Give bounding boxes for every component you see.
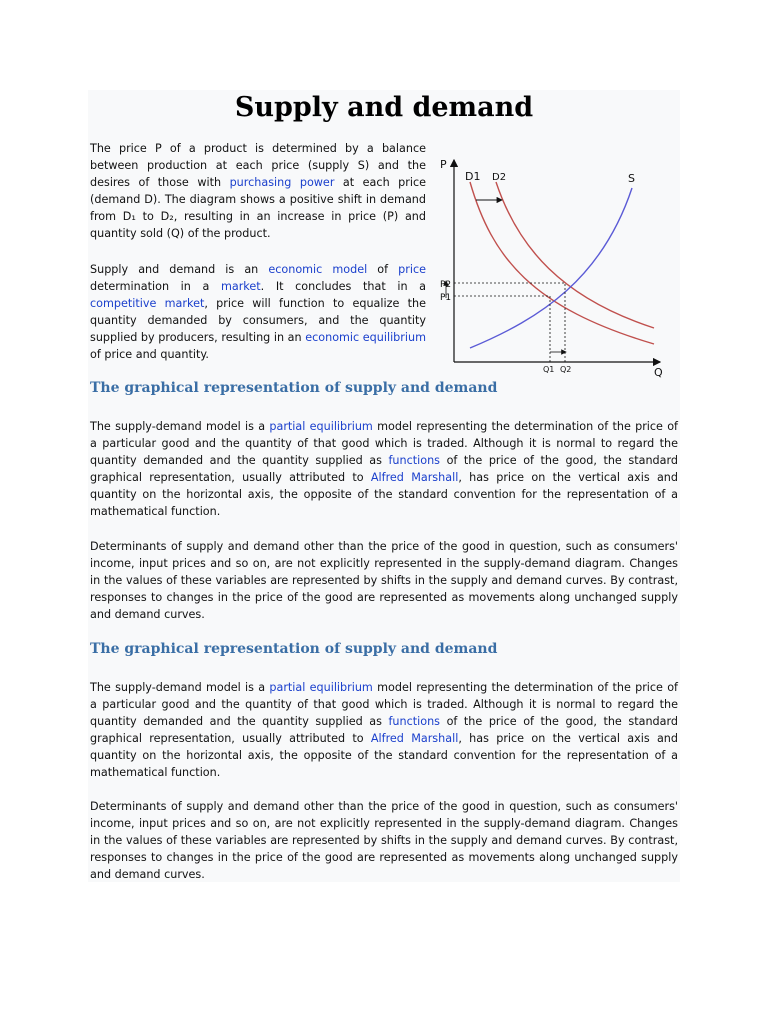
inline-link[interactable]: functions — [388, 715, 441, 728]
tick-label-q2: Q2 — [560, 365, 572, 374]
text-run: . It concludes that in a — [260, 280, 427, 293]
section-heading-2: The graphical representation of supply and demand — [90, 641, 498, 657]
section-2-paragraph-1 — [90, 679, 678, 781]
intro-paragraph-1 — [90, 140, 426, 242]
text-run: , has price on the vertical axis and quantity on the horizontal axis, the opposite of the standard convention for the representation of a mathematical function. — [90, 471, 678, 518]
equilibrium-guide-p2q2 — [454, 283, 565, 362]
text-run: of the price of the good, the standard graphical representation, usually attributed to — [90, 715, 678, 745]
inline-link[interactable]: market — [220, 280, 261, 293]
section-1-paragraph-1 — [90, 418, 678, 520]
curve-label-d1: D1 — [465, 170, 481, 183]
text-run: , price will function to equalize the quantity demanded by consumers, and the quantity supplied by producers, resulting in an — [90, 297, 426, 344]
demand-curve-d1 — [470, 182, 654, 344]
demand-curve-d2 — [496, 182, 654, 328]
section-heading-1: The graphical representation of supply and demand — [90, 380, 498, 396]
inline-link[interactable]: economic model — [268, 263, 368, 276]
curve-label-d2: D2 — [492, 172, 507, 183]
text-run: The supply-demand model is a — [90, 681, 270, 694]
text-run: at each price (demand D). The diagram shows a positive shift in demand from D₁ to D₂, resulting in an increase in price (P) and quantity sold (Q) of the product. — [90, 176, 427, 240]
inline-link[interactable]: economic equilibrium — [305, 331, 426, 344]
supply-demand-diagram — [432, 148, 680, 380]
tick-label-p2: P2 — [440, 280, 452, 290]
inline-link[interactable]: purchasing power — [229, 176, 335, 189]
text-run: model representing the determination of the price of a particular good and the quantity of that good which is traded. Although it is normal to regard the quantity demanded and the quantity supplied as — [90, 420, 678, 467]
inline-link[interactable]: partial equilibrium — [269, 681, 373, 694]
inline-link[interactable]: Alfred Marshall — [370, 471, 459, 484]
tick-label-p1: P1 — [440, 293, 452, 303]
text-run: determination in a — [90, 280, 221, 293]
supply-curve-s — [470, 188, 632, 348]
inline-link[interactable]: price — [398, 263, 427, 276]
section-2-paragraph-2: Determinants of supply and demand other than the price of the good in question, such as consumers' income, input prices and so on, are not explicitly represented in the supply-demand diagram. Changes in the values of these variables are represented by shifts in the supply and demand curves. By contrast, responses to changes in the price of the good are represented as movements along unchanged supply and demand curves. — [90, 800, 678, 881]
inline-link[interactable]: partial equilibrium — [269, 420, 373, 433]
text-run: Supply and demand is an — [90, 263, 269, 276]
text-run: The price P of a product is determined by a balance between production at each price (supply S) and the desires of those with — [90, 142, 426, 189]
inline-link[interactable]: Alfred Marshall — [370, 732, 459, 745]
x-axis-label: Q — [654, 366, 663, 379]
page-title: Supply and demand — [234, 92, 534, 123]
text-run: The supply-demand model is a — [90, 420, 270, 433]
y-axis-label: P — [440, 158, 447, 171]
text-run: model representing the determination of the price of a particular good and the quantity of that good which is traded. Although it is normal to regard the quantity demanded and the quantity supplied as — [90, 681, 678, 728]
curve-label-s: S — [628, 172, 635, 185]
intro-paragraph-2 — [90, 261, 426, 363]
equilibrium-guide-p1q1 — [454, 296, 550, 362]
text-run: of price and quantity. — [90, 348, 209, 361]
tick-label-q1: Q1 — [543, 365, 555, 374]
inline-link[interactable]: competitive market — [90, 297, 205, 310]
inline-link[interactable]: functions — [388, 454, 441, 467]
section-1-paragraph-2: Determinants of supply and demand other than the price of the good in question, such as consumers' income, input prices and so on, are not explicitly represented in the supply-demand diagram. Changes in the values of these variables are represented by shifts in the supply and demand curves. By contrast, responses to changes in the price of the good are represented as movements along unchanged supply and demand curves. — [90, 540, 678, 621]
text-run: of — [367, 263, 399, 276]
text-run: of the price of the good, the standard graphical representation, usually attributed to — [90, 454, 678, 484]
text-run: , has price on the vertical axis and quantity on the horizontal axis, the opposite of the standard convention for the representation of a mathematical function. — [90, 732, 678, 779]
